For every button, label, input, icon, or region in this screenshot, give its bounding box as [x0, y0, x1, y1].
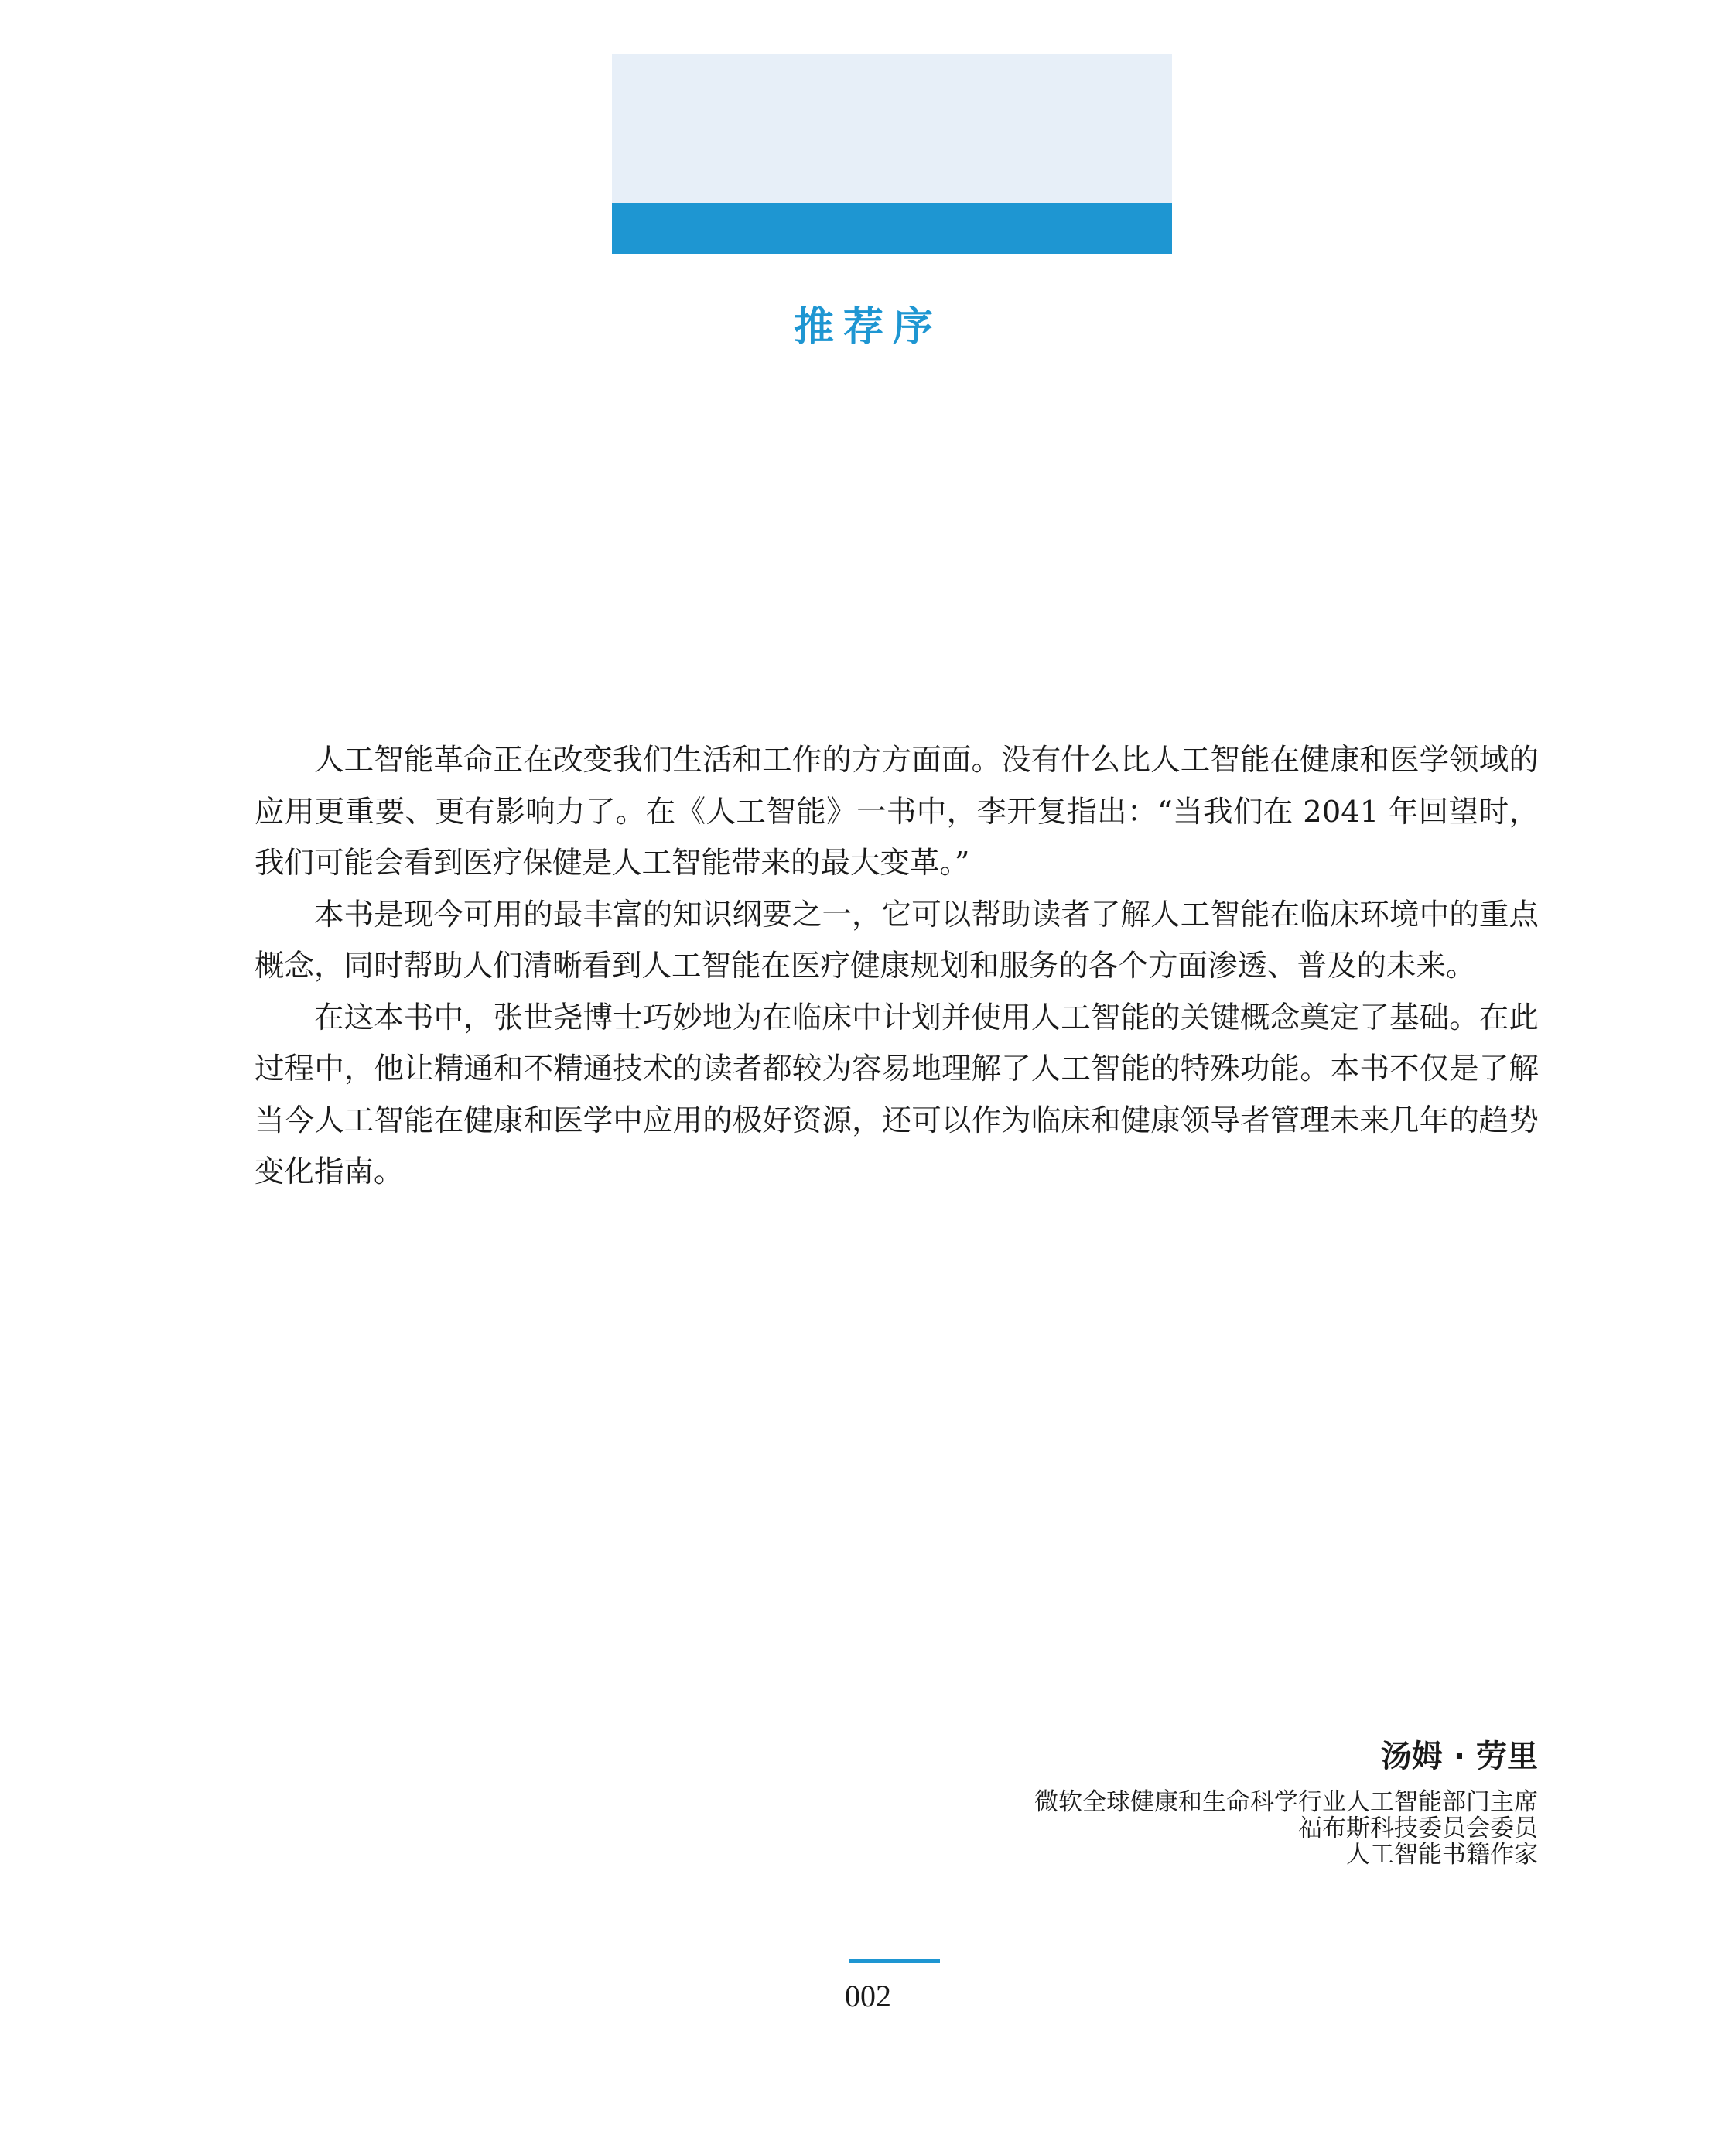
header-decoration [612, 54, 1172, 254]
paragraph-2: 本书是现今可用的最丰富的知识纲要之一，它可以帮助读者了解人工智能在临床环境中的重点概念，同时帮助人们清晰看到人工智能在医疗健康规划和服务的各个方面渗透、普及的未来。 [255, 897, 1539, 983]
author-name: 汤姆 · 劳里 [1380, 1739, 1538, 1774]
body-text [255, 735, 1539, 1199]
paragraph-3: 在这本书中，张世尧博士巧妙地为在临床中计划并使用人工智能的关键概念奠定了基础。在此过程中，他让精通和不精通技术的读者都较为容易地理解了人工智能的特殊功能。本书不仅是了解当今人工智能在健康和医学中应用的极好资源，还可以作为临床和健康领导者管理未来几年的趋势变化指南。 [255, 1000, 1539, 1189]
signature-block [1034, 1733, 1538, 1868]
author-title-1: 微软全球健康和生命科学行业人工智能部门主席 [1034, 1788, 1538, 1816]
page-number: 002 [845, 1979, 891, 2013]
author-title-2: 福布斯科技委员会委员 [1298, 1815, 1538, 1842]
author-title-3: 人工智能书籍作家 [1346, 1841, 1538, 1869]
header-light-band [612, 54, 1172, 203]
page-number-rule [849, 1959, 940, 1963]
page-title: 推荐序 [793, 303, 942, 351]
header-blue-band [612, 203, 1172, 254]
paragraph-1: 人工智能革命正在改变我们生活和工作的方方面面。没有什么比人工智能在健康和医学领域的应用更重要、更有影响力了。在《人工智能》一书中，李开复指出：“当我们在 2041 年回望时，我们可能会看到医疗保健是人工智能带来的最大变革。” [255, 743, 1539, 881]
